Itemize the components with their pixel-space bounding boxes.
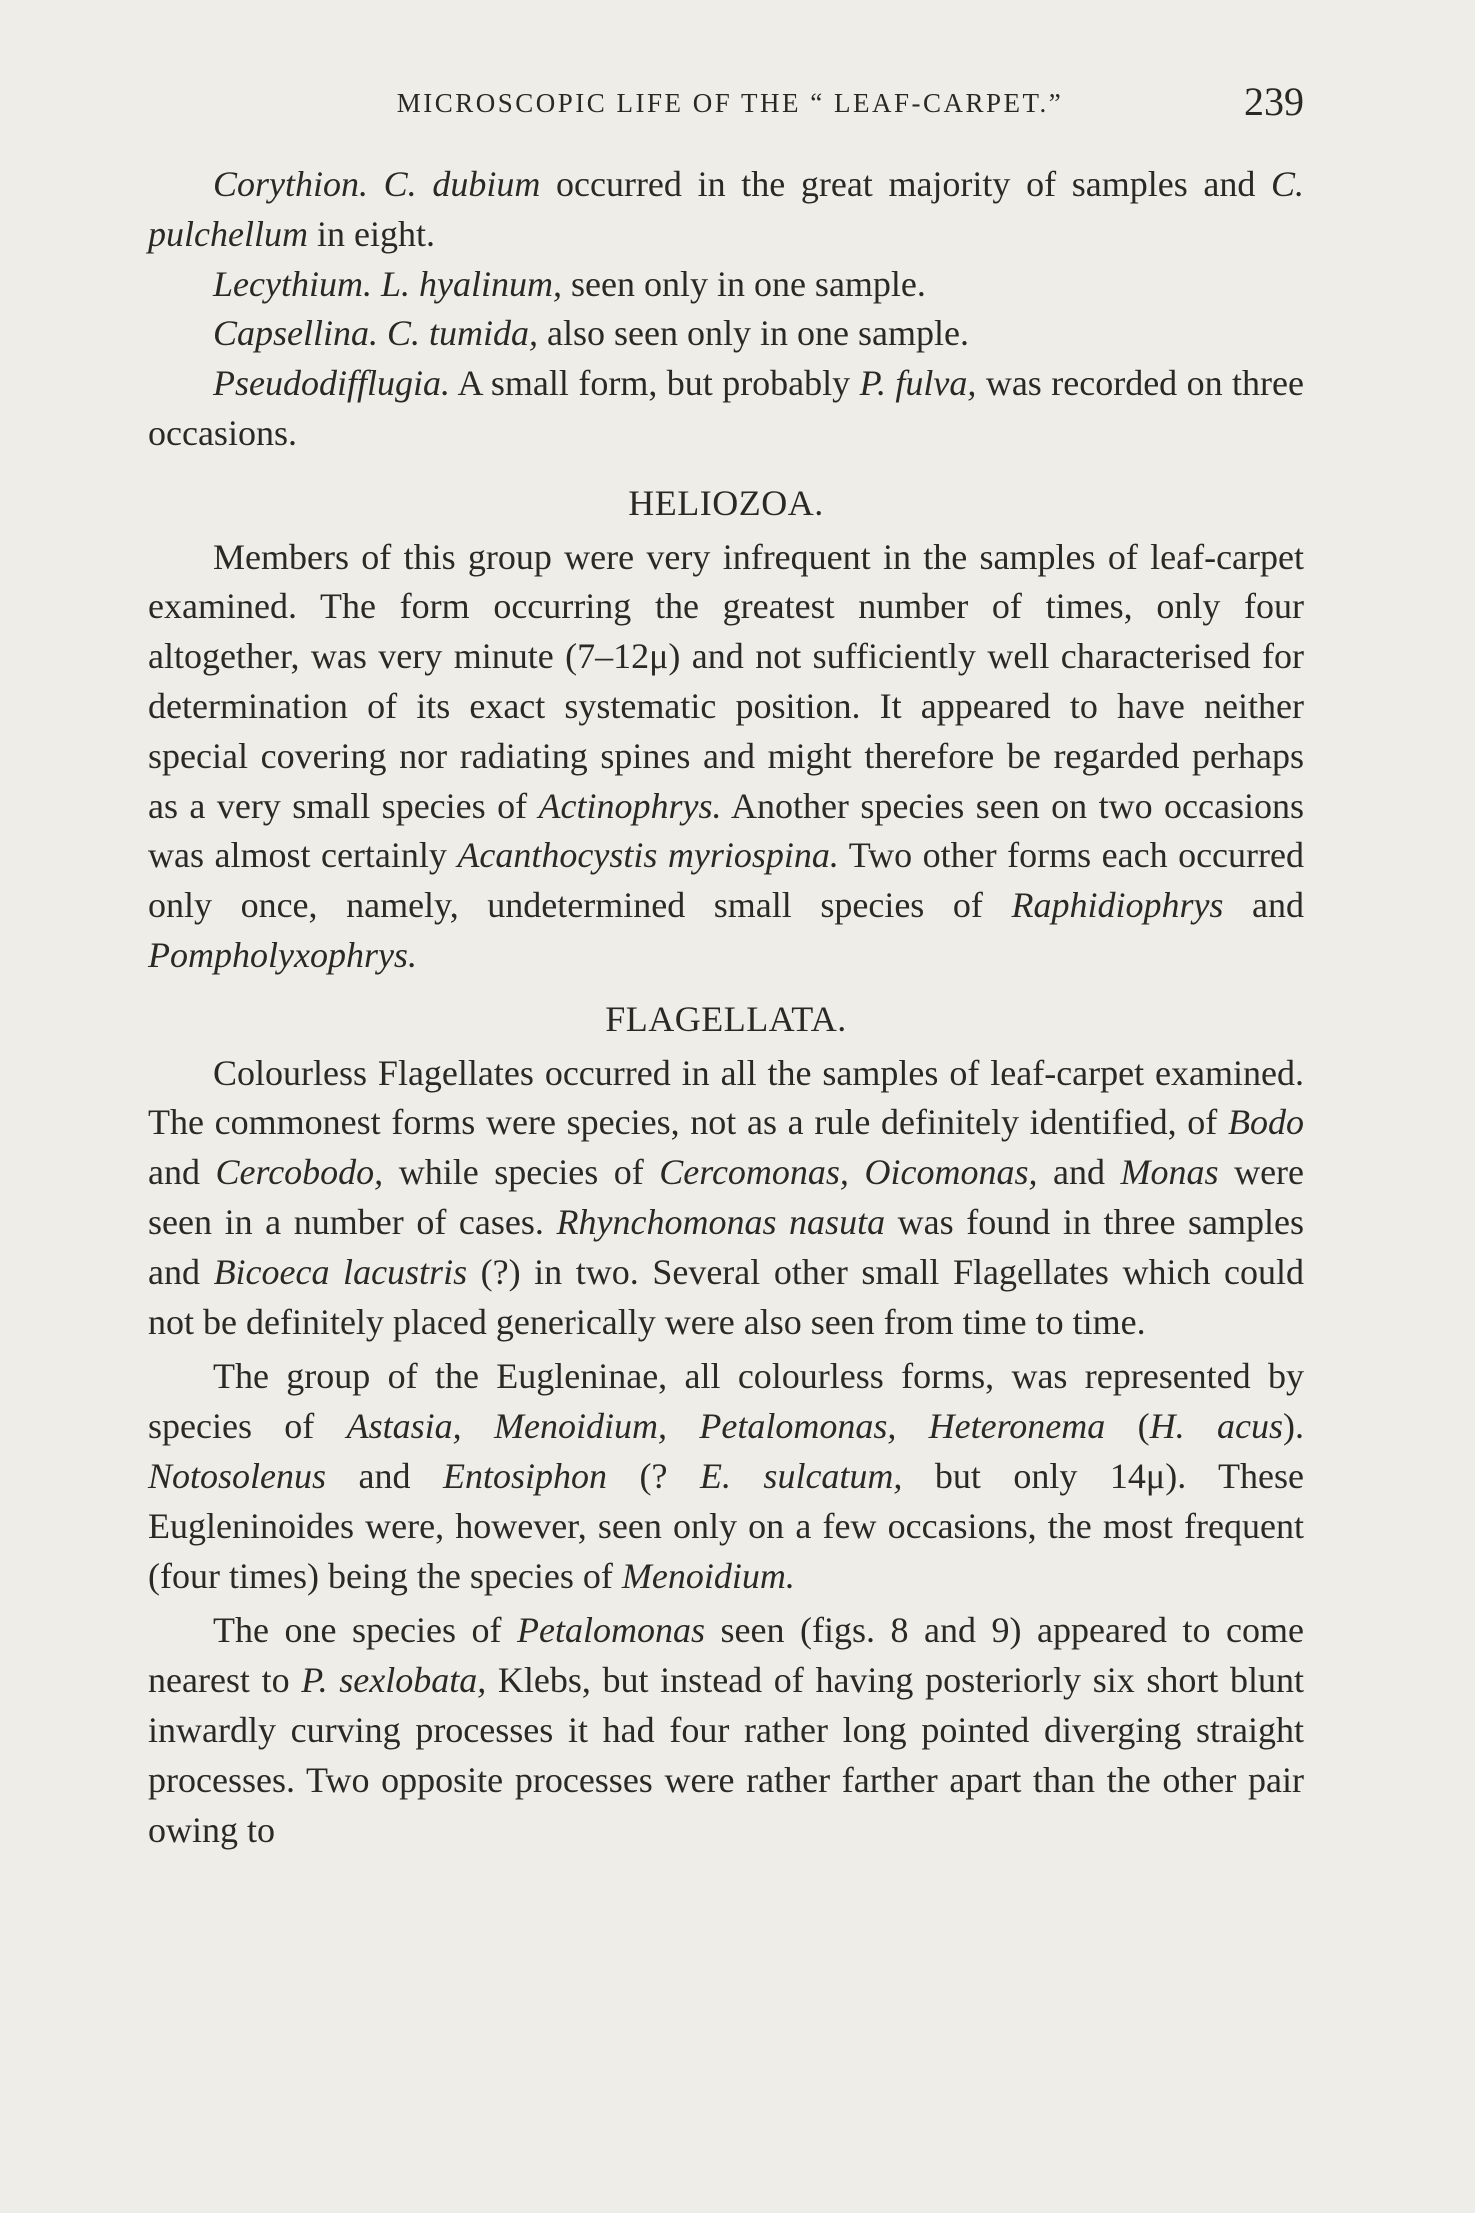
paragraph-text: A small form, but probably	[450, 363, 860, 404]
taxon-name: E. sulcatum,	[699, 1455, 903, 1496]
paragraph-text: (?) in two. Several other small Flagellates which could not be definitely placed generically were also seen from time to time.	[148, 1251, 1304, 1342]
section-heading-flagellata: FLAGELLATA.	[605, 998, 847, 1039]
species-name: C. dubium	[383, 164, 541, 204]
paragraph-text: (?	[607, 1455, 700, 1496]
paragraph-text: Members of this group were very infrequent in the samples of leaf-carpet examined. The form occurring the greatest number of times, only four altogether, was very minute (7–12μ) and not sufficiently well characterised for determination of its exact systematic position. It appeared to have neither special covering nor radiating spines and might therefore be regarded perhaps as a very small species of	[148, 536, 1304, 826]
paragraph-text: Another species seen on two occasions was almost certainly	[148, 785, 1304, 876]
paragraph-flagellata-3	[148, 1606, 1304, 1855]
taxon-name: Entosiphon	[442, 1455, 607, 1496]
section-heading-heliozoa: HELIOZOA.	[628, 482, 824, 523]
page-number: 239	[1244, 79, 1304, 124]
species-name: P. fulva,	[859, 363, 977, 404]
taxon-name: Cercomonas, Oicomonas,	[659, 1152, 1038, 1193]
taxon-name: Rhynchomonas nasuta	[556, 1201, 886, 1242]
paragraph-text: seen only in one sample.	[561, 263, 926, 304]
paragraph-capsellina	[148, 309, 1304, 359]
paragraph-text: Two other forms each occurred only once, namely, undetermined small species of	[148, 835, 1304, 926]
paragraph-lecythium	[148, 260, 1304, 310]
paragraph-text: and	[148, 1152, 216, 1193]
paragraph-text: ).	[1282, 1406, 1304, 1447]
paragraph-text: was recorded on three occasions.	[148, 363, 1304, 453]
taxon-name: Pompholyxophrys.	[148, 934, 417, 975]
taxon-name: Acanthocystis myriospina.	[457, 835, 839, 876]
paragraph-flagellata-1	[148, 1049, 1304, 1348]
paragraph-text: in eight.	[307, 213, 435, 254]
taxon-name: Bicoeca lacustris	[213, 1251, 468, 1292]
page-body	[148, 160, 1304, 1855]
page-header	[150, 79, 1310, 132]
running-head: MICROSCOPIC LIFE OF THE “ LEAF-CARPET.”	[396, 88, 1064, 118]
paragraph-text: The one species of	[213, 1610, 517, 1651]
paragraph-text: and	[1223, 885, 1305, 926]
taxon-name: Raphidiophrys	[1011, 885, 1224, 926]
paragraph-text: also seen only in one sample.	[538, 313, 969, 354]
taxon-name: Astasia, Menoidium, Petalomonas, Heteronema	[346, 1406, 1106, 1447]
species-name: C. pulchellum	[148, 164, 1305, 254]
paragraph-text: Colourless Flagellates occurred in all the samples of leaf-carpet examined. The commonest forms were species, not as a rule definitely identified, of	[148, 1052, 1304, 1143]
paragraph-text: were seen in a number of cases.	[148, 1152, 1305, 1242]
taxon-name: P. sexlobata,	[301, 1660, 487, 1701]
genus-name: Capsellina.	[213, 313, 379, 354]
paragraph-text: but only 14μ). These Eugleninoides were, however, seen only on a few occasions, the most frequent (four times) being the species of	[148, 1455, 1305, 1596]
paragraph-pseudodifflugia	[148, 359, 1304, 459]
paragraph-text: was found in three samples and	[148, 1201, 1305, 1292]
paragraph-text: Klebs, but instead of having posteriorly six short blunt inwardly curving processes it had four rather long pointed diverging straight processes. Two opposite processes were rather farther apart than the other pair owing to	[148, 1660, 1305, 1850]
paragraph-text: and	[1037, 1152, 1121, 1193]
genus-name: Corythion.	[213, 164, 369, 204]
taxon-name: Cercobodo,	[215, 1152, 384, 1193]
genus-name: Pseudodifflugia.	[213, 363, 450, 404]
paragraph-text: and	[326, 1455, 443, 1496]
paragraph-text: seen (figs. 8 and 9) appeared to come nearest to	[148, 1610, 1304, 1701]
paragraph-text: The group of the Eugleninae, all colourless forms, was represented by species of	[148, 1356, 1304, 1447]
genus-name: Lecythium.	[213, 263, 372, 304]
taxon-name: Notosolenus	[148, 1455, 327, 1496]
taxon-name: Monas	[1120, 1152, 1219, 1193]
paragraph-text: occurred in the great majority of samples and	[540, 164, 1271, 204]
paragraph-flagellata-2	[148, 1352, 1304, 1601]
species-name: C. tumida,	[387, 313, 539, 354]
paragraph-heliozoa	[148, 533, 1304, 981]
taxon-name: Menoidium.	[621, 1555, 795, 1596]
species-name: L. hyalinum,	[380, 263, 562, 304]
paragraph-text: (	[1105, 1406, 1150, 1447]
paragraph-corythion	[148, 160, 1304, 260]
paragraph-text: while species of	[383, 1152, 660, 1193]
taxon-name: Petalomonas	[517, 1610, 705, 1651]
taxon-name: Actinophrys.	[538, 785, 722, 826]
taxon-name: Bodo	[1228, 1102, 1304, 1143]
taxon-name: H. acus	[1149, 1406, 1283, 1447]
